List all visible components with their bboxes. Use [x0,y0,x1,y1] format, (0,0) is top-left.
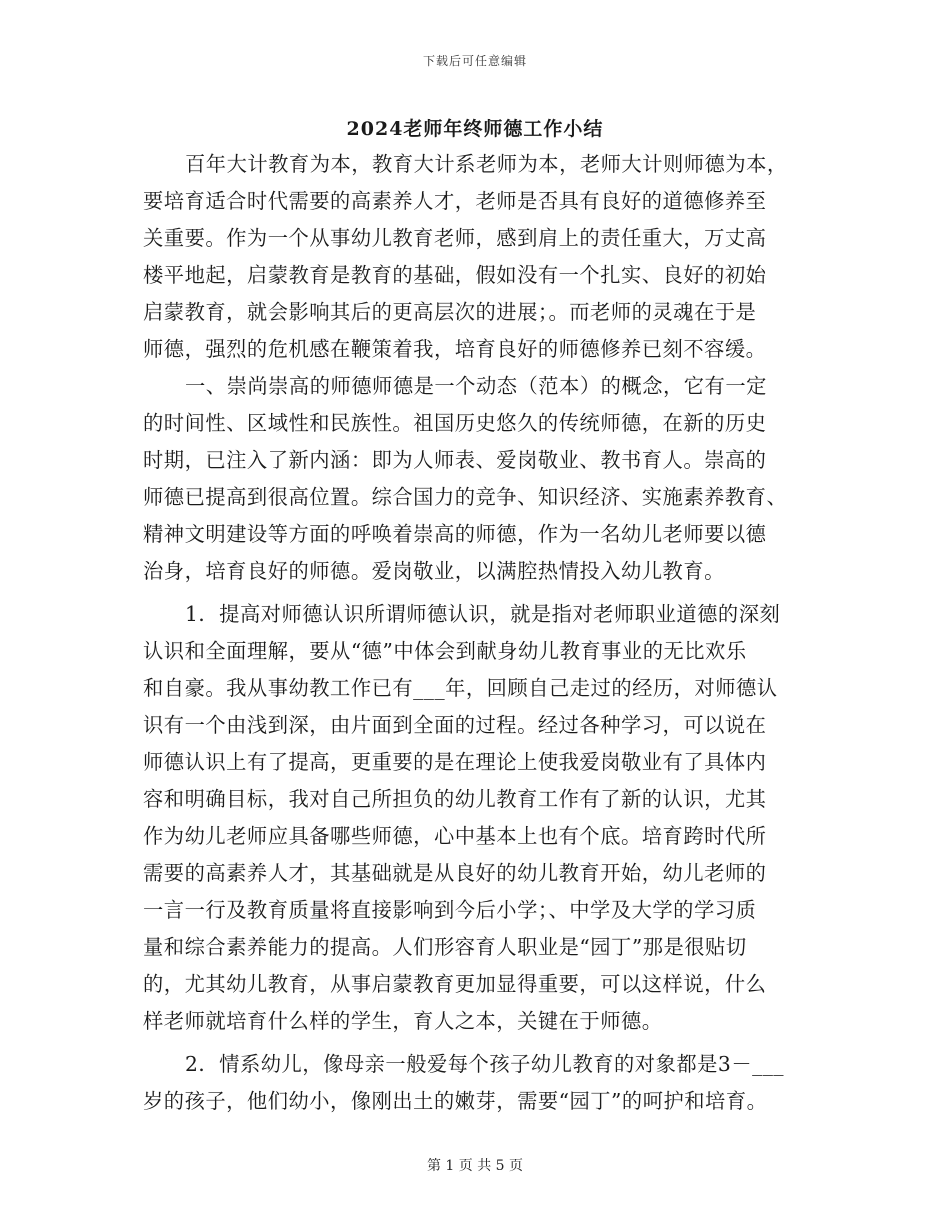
text-line: 师德，强烈的危机感在鞭策着我，培育良好的师德修养已刻不容缓。 [143,337,767,361]
text-line: 1．提高对师德认识所谓师德认识，就是指对老师职业道德的深刻 [185,602,781,626]
header-note: 下载后可任意编辑 [422,54,527,68]
page-footer: 第 1 页 共 5 页 [426,1158,524,1174]
text-line: 需要的高素养人才，其基础就是从良好的幼儿教育开始，幼儿老师的 [143,861,767,885]
text-line: 时期，已注入了新内涵：即为人师表、爱岗敬业、教书育人。崇高的 [143,448,767,472]
document-title: 2024老师年终师德工作小结 [346,118,604,140]
document-body [143,146,803,1120]
text-line: 一言一行及教育质量将直接影响到今后小学；、中学及大学的学习质 [143,898,757,922]
text-line: 师德已提高到很高位置。综合国力的竞争、知识经济、实施素养教育、 [143,485,788,509]
text-line: 认识和全面理解，要从“德”中体会到献身幼儿教育事业的无比欢乐 [143,639,747,663]
text-line: 启蒙教育，就会影响其后的更高层次的进展；。而老师的灵魂在于是 [143,300,757,324]
text-line: 和自豪。我从事幼教工作已有___年，回顾自己走过的经历，对师德认 [143,676,778,700]
text-line: 岁的孩子，他们幼小，像刚出土的嫩芽，需要“园丁”的呵护和培育。 [143,1089,768,1113]
text-line: 的时间性、区域性和民族性。祖国历史悠久的传统师德，在新的历史 [143,411,767,435]
text-line: 容和明确目标，我对自己所担负的幼儿教育工作有了新的认识，尤其 [143,787,767,811]
text-line: 治身，培育良好的师德。爱岗敬业，以满腔热情投入幼儿教育。 [143,559,725,583]
text-line: 楼平地起，启蒙教育是教育的基础，假如没有一个扎实、良好的初始 [143,263,767,287]
text-line: 作为幼儿老师应具备哪些师德，心中基本上也有个底。培育跨时代所 [143,824,767,848]
text-line: 识有一个由浅到深，由片面到全面的过程。经过各种学习，可以说在 [143,713,767,737]
text-line: 关重要。作为一个从事幼儿教育老师，感到肩上的责任重大，万丈高 [143,226,767,250]
text-line: 精神文明建设等方面的呼唤着崇高的师德，作为一名幼儿老师要以德 [143,522,767,546]
text-line: 师德认识上有了提高，更重要的是在理论上使我爱岗敬业有了具体内 [143,750,767,774]
text-line: 量和综合素养能力的提高。人们形容育人职业是“园丁”那是很贴切 [143,935,747,959]
text-line: 百年大计教育为本，教育大计系老师为本，老师大计则师德为本， [185,152,788,176]
text-line: 样老师就培育什么样的学生，育人之本，关键在于师德。 [143,1009,663,1033]
text-line: 要培育适合时代需要的高素养人才，老师是否具有良好的道德修养至 [143,189,767,213]
text-line: 的，尤其幼儿教育，从事启蒙教育更加显得重要，可以这样说，什么 [143,972,767,996]
text-line: 2．情系幼儿，像母亲一般爱每个孩子幼儿教育的对象都是3－___ [185,1052,785,1076]
text-line: 一、崇尚崇高的师德师德是一个动态（范本）的概念，它有一定 [185,374,767,398]
